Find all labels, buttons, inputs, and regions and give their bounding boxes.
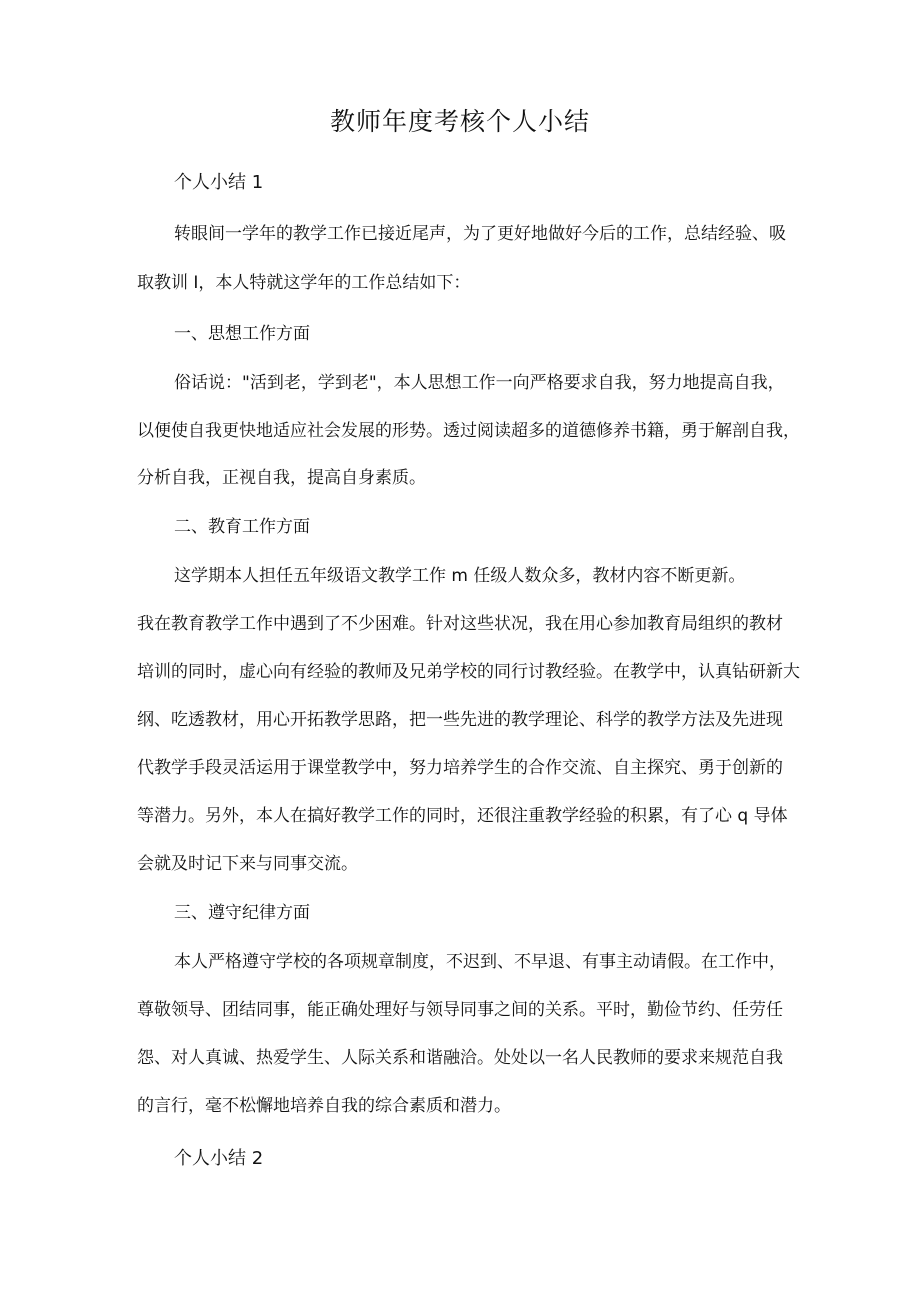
section-1-line-2: 以便使自我更快地适应社会发展的形势。透过阅读超多的道德修养书籍，勇于解剖自我， bbox=[137, 421, 800, 441]
summary-1-heading: 个人小结 1 bbox=[174, 172, 264, 193]
summary-2-heading: 个人小结 2 bbox=[174, 1148, 264, 1169]
section-2-line-1: 这学期本人担任五年级语文教学工作 m 任级人数众多，教材内容不断更新。 bbox=[174, 566, 746, 586]
section-3-line-2: 尊敬领导、团结同事，能正确处理好与领导同事之间的关系。平时，勤俭节约、任劳任 bbox=[137, 1000, 783, 1020]
intro-line-2: 取教训 I，本人特就这学年的工作总结如下： bbox=[137, 273, 471, 293]
document-title: 教师年度考核个人小结 bbox=[329, 107, 590, 136]
section-1-line-1: 俗话说："活到老，学到老"，本人思想工作一向严格要求自我，努力地提高自我， bbox=[174, 373, 785, 393]
section-3-line-3: 怨、对人真诚、热爱学生、人际关系和谐融洽。处处以一名人民教师的要求来规范自我 bbox=[137, 1048, 783, 1068]
section-2-line-2: 我在教育教学工作中遇到了不少困难。针对这些状况，我在用心参加教育局组织的教材 bbox=[137, 614, 783, 634]
intro-line-1: 转眼间一学年的教学工作已接近尾声，为了更好地做好今后的工作，总结经验、吸 bbox=[174, 224, 786, 244]
section-2-line-6: 等潜力。另外，本人在搞好教学工作的同时，还很注重教学经验的积累，有了心 q 导体 bbox=[137, 806, 788, 826]
section-heading-discipline: 三、遵守纪律方面 bbox=[174, 903, 310, 923]
section-3-line-1: 本人严格遵守学校的各项规章制度，不迟到、不早退、有事主动请假。在工作中， bbox=[174, 952, 786, 972]
section-2-line-4: 纲、吃透教材，用心开拓教学思路，把一些先进的教学理论、科学的教学方法及先进现 bbox=[137, 710, 783, 730]
section-1-line-3: 分析自我，正视自我，提高自身素质。 bbox=[137, 468, 426, 488]
section-3-line-4: 的言行，毫不松懈地培养自我的综合素质和潜力。 bbox=[137, 1096, 511, 1116]
section-heading-education: 二、教育工作方面 bbox=[174, 517, 310, 537]
section-2-line-5: 代教学手段灵活运用于课堂教学中，努力培养学生的合作交流、自主探究、勇于创新的 bbox=[137, 758, 783, 778]
section-heading-thought: 一、思想工作方面 bbox=[174, 324, 310, 344]
section-2-line-3: 培训的同时，虚心向有经验的教师及兄弟学校的同行讨教经验。在教学中，认真钻研新大 bbox=[137, 662, 800, 682]
section-2-line-7: 会就及时记下来与同事交流。 bbox=[137, 854, 358, 874]
